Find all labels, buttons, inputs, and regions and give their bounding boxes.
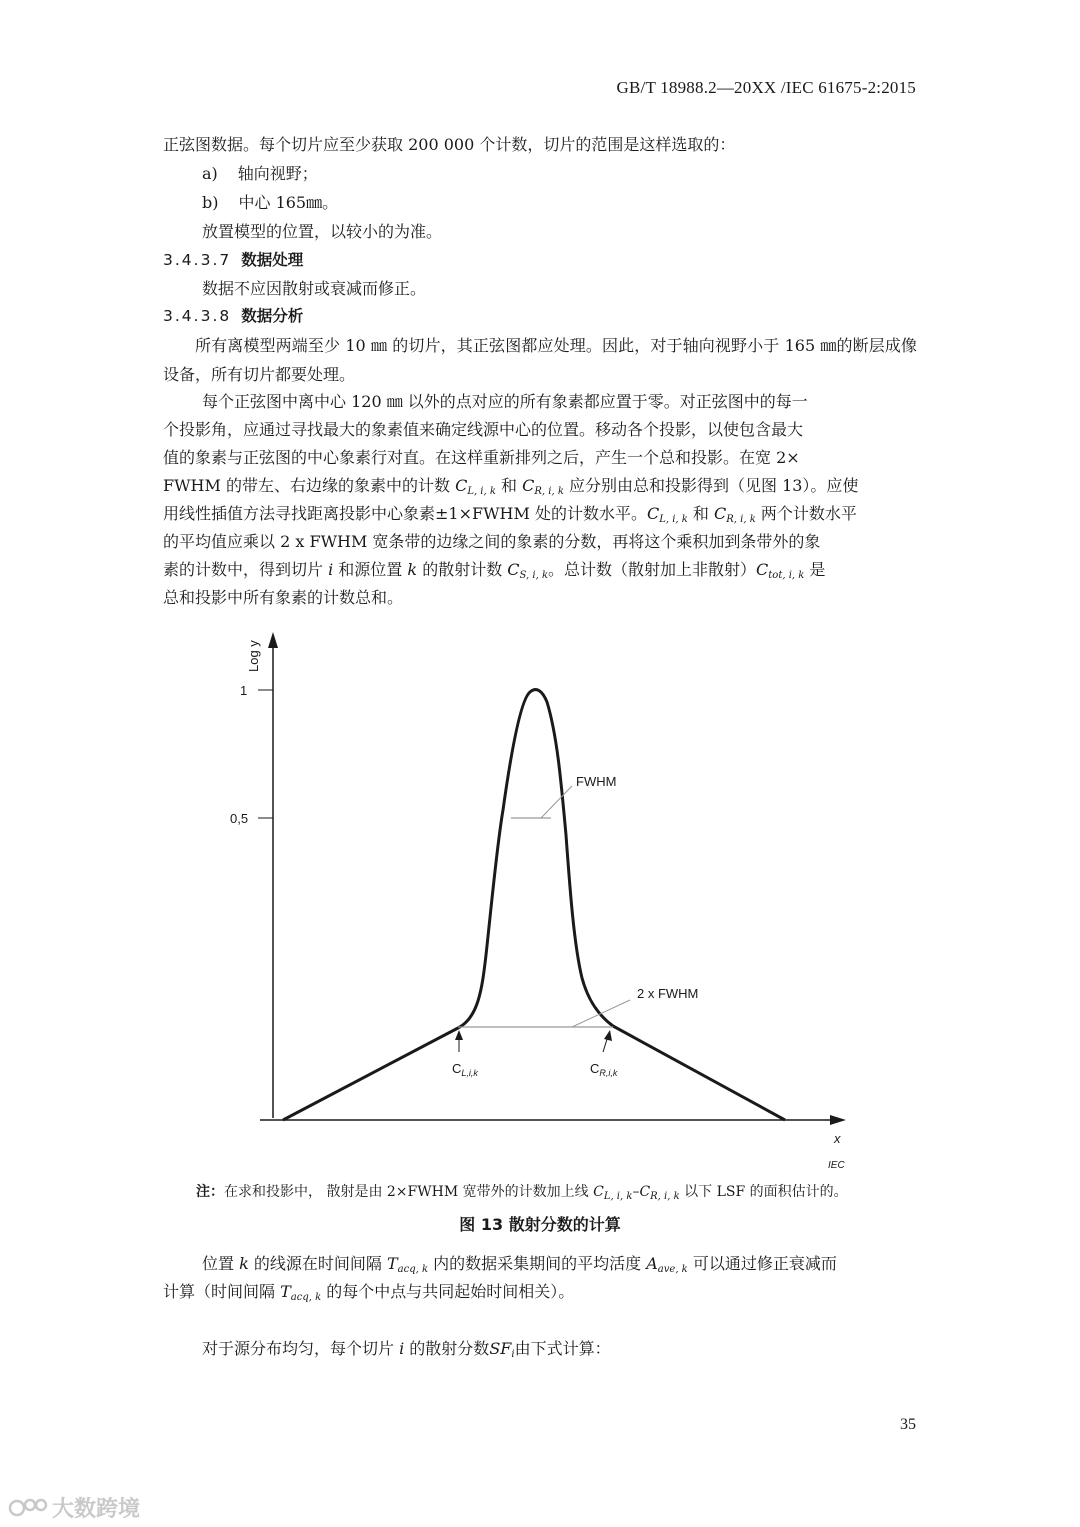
text-run: 。总计数（散射加上非散射） (548, 560, 757, 579)
subscript: S, i, k (519, 570, 549, 581)
fwhm-leader (541, 786, 572, 818)
paragraph-line: 的平均值应乘以 2 x FWHM 宽条带的边缘之间的象素的分数，再将这个乘积加到条带外的象 (163, 532, 821, 551)
var-i: i (399, 1339, 405, 1358)
fwhm-label: FWHM (576, 774, 617, 789)
two-fwhm-label: 2 x FWHM (637, 986, 699, 1001)
section-number: 3.4.3.8 (163, 307, 232, 325)
lsf-curve (283, 690, 785, 1120)
watermark-logo-icon (8, 1496, 48, 1520)
figure-note (196, 1180, 848, 1209)
list-label: b) (202, 193, 219, 212)
list-text: 中心 165㎜。 (238, 193, 339, 212)
subscript: i (511, 1349, 515, 1360)
text-run: 位置 (202, 1254, 240, 1273)
var-t: T (386, 1254, 398, 1273)
text-run: 由下式计算： (514, 1339, 611, 1358)
intro-line: 放置模型的位置，以较小的为准。 (202, 222, 443, 241)
subscript: tot, i, k (768, 570, 805, 581)
var-c: C (455, 476, 468, 495)
x-axis-arrow (830, 1115, 846, 1125)
paragraph-slices: 所有离模型两端至少 10 ㎜ 的切片，其正弦图都应处理。因此，对于轴向视野小于 165 ㎜的断层成像设备，所有切片都要处理。 (163, 336, 917, 384)
subscript: acq, k (290, 1292, 322, 1303)
subscript: L, i, k (603, 1191, 633, 1202)
paragraph-line: 个投影角，应通过寻找最大的象素值来确定线源中心的位置。移动各个投影，以使包含最大 (163, 420, 804, 439)
text-run: 对于源分布均匀，每个切片 (202, 1339, 400, 1358)
text-run: 应分别由总和投影得到（见图 13）。应使 (563, 476, 859, 495)
text-run: – (632, 1184, 640, 1200)
two-fwhm-leader (572, 1000, 630, 1027)
text-run: 两个计数水平 (755, 504, 857, 523)
var-k: k (239, 1254, 249, 1273)
text-run: 的每个中点与共同起始时间相关）。 (321, 1282, 575, 1301)
list-item-a (202, 159, 318, 188)
tick-label-05: 0,5 (230, 811, 249, 826)
text-run: 计算（时间间隔 (163, 1282, 281, 1301)
paragraph-line (163, 1277, 574, 1312)
y-axis-label: Log y (246, 640, 261, 672)
var-sf: SF (489, 1339, 512, 1358)
subscript: R, i, k (726, 514, 756, 525)
subscript: L, i, k (467, 486, 496, 497)
note-label: 注： (196, 1184, 224, 1200)
paragraph-line: 总和投影中所有象素的计数总和。 (163, 588, 404, 607)
cl-arrow-head (455, 1030, 463, 1040)
text-run: 和 (687, 504, 715, 523)
text-run: 和源位置 (333, 560, 408, 579)
text-run: 以下 LSF 的面积估计的。 (679, 1184, 848, 1200)
subscript: ave, k (657, 1264, 688, 1275)
figure-caption: 图 13 散射分数的计算 (459, 1215, 621, 1234)
var-c: C (639, 1184, 651, 1200)
standard-header: GB/T 18988.2—20XX /IEC 61675-2:2015 (616, 78, 916, 97)
var-k: k (407, 560, 418, 579)
cr-arrow-head (604, 1030, 612, 1041)
paragraph-line: 值的象素与正弦图的中心象素行对直。在这样重新排列之后，产生一个总和投影。在宽 2× (163, 448, 800, 467)
text-run: 在求和投影中， 散射是由 2×FWHM 宽带外的计数加上线 (224, 1184, 594, 1200)
section-heading-3438 (163, 302, 303, 331)
subscript: R, i, k (534, 486, 564, 497)
y-axis-arrow (268, 632, 278, 648)
watermark (8, 1492, 140, 1523)
cl-label: $C_{L,i,k}$ (452, 1061, 478, 1078)
text-run: 可以通过修正衰减而 (687, 1254, 837, 1273)
subscript: L, i, k (659, 514, 688, 525)
paragraph-line: 每个正弦图中离中心 120 ㎜ 以外的点对应的所有象素都应置于零。对正弦图中的每一 (202, 392, 808, 411)
section-heading-3437 (163, 246, 303, 275)
x-axis-label: x (834, 1131, 841, 1146)
watermark-text: 大数跨境 (52, 1497, 141, 1522)
var-c: C (714, 504, 727, 523)
text-run: 的线源在时间间隔 (248, 1254, 387, 1273)
text-run: 用线性插值方法寻找距离投影中心象素±1×FWHM 处的计数水平。 (163, 504, 647, 523)
var-c: C (593, 1184, 604, 1200)
section-title: 数据分析 (241, 307, 304, 325)
text-run: 是 (804, 560, 826, 579)
text-run: 和 (495, 476, 523, 495)
section-number: 3.4.3.7 (163, 251, 232, 269)
page-number: 35 (900, 1416, 916, 1433)
var-c: C (646, 504, 660, 523)
section-body: 数据不应因散射或衰减而修正。 (202, 279, 427, 298)
list-item-b (202, 188, 338, 217)
text-run: FWHM 的带左、右边缘的象素中的计数 (163, 476, 456, 495)
list-label: a) (202, 164, 218, 183)
var-c: C (507, 560, 520, 579)
cr-label: $C_{R,i,k}$ (590, 1061, 618, 1078)
section-title: 数据处理 (241, 251, 304, 269)
var-t: T (280, 1282, 291, 1301)
subscript: R, i, k (650, 1191, 680, 1202)
var-c: C (756, 560, 769, 579)
text-run: 内的数据采集期间的平均活度 (428, 1254, 647, 1273)
scatter-fraction-figure (200, 625, 860, 1175)
var-c: C (522, 476, 535, 495)
text-run: 的散射计数 (417, 560, 508, 579)
var-a: A (646, 1254, 658, 1273)
iec-label: IEC (828, 1160, 845, 1171)
text-run: 素的计数中，得到切片 (163, 560, 329, 579)
paragraph-line (202, 1334, 611, 1369)
text-run: 的散射分数 (404, 1339, 490, 1358)
subscript: acq, k (397, 1264, 429, 1275)
var-i: i (328, 560, 334, 579)
intro-line: 正弦图数据。每个切片应至少获取 200 000 个计数，切片的范围是这样选取的： (163, 135, 736, 154)
list-text: 轴向视野； (237, 164, 318, 183)
tick-label-1: 1 (240, 683, 248, 698)
